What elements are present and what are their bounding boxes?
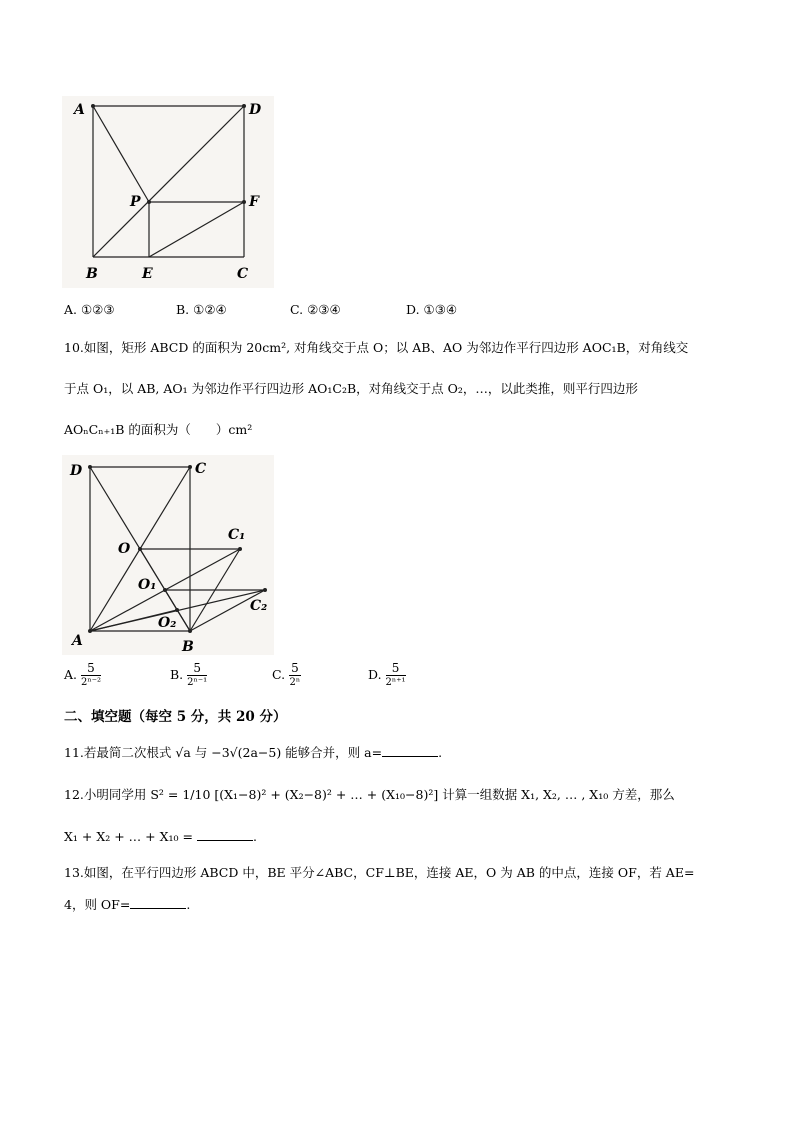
q12-line2: X₁ + X₂ + … + X₁₀ = . (64, 829, 257, 844)
q13-line1: 13.如图，在平行四边形 ABCD 中，BE 平分∠ABC，CF⊥BE，连接 AE，O 为 AB 的中点，连接 OF，若 AE= (64, 865, 695, 880)
q11-answer-blank[interactable] (382, 744, 438, 757)
q10-option-d[interactable]: D. $\frac{5}{\text{2ⁿ⁺¹}}$ (368, 661, 406, 688)
q9-option-d[interactable]: D. ①③④ (406, 302, 458, 317)
label-O2: O₂ (158, 615, 177, 631)
label-C: C (195, 461, 207, 477)
section-fill-in-heading: 二、填空题（每空 5 分，共 20 分） (64, 709, 287, 725)
q9-option-c[interactable]: C. ②③④ (290, 302, 341, 317)
label-F: F (249, 194, 259, 210)
label-D: D (249, 102, 262, 118)
label-C1: C₁ (228, 527, 246, 543)
label-A: A (74, 102, 85, 118)
q10-option-b[interactable]: B. $\frac{5}{\text{2ⁿ⁻¹}}$ (170, 661, 208, 688)
label-C2: C₂ (250, 598, 268, 614)
label-B: B (86, 266, 98, 282)
q10-line1: 10.如图，矩形 ABCD 的面积为 20cm², 对角线交于点 O；以 AB、AO 为邻边作平行四边形 AOC₁B，对角线交 (64, 340, 689, 355)
label-O: O (118, 541, 131, 557)
q13-line2: 4，则 OF= . (64, 897, 191, 912)
label-B: B (182, 639, 194, 655)
label-D: D (70, 463, 83, 479)
label-C: C (237, 266, 249, 282)
q12-line1: 12.小明同学用 S² = 1/10 [(X₁−8)² + (X₂−8)² + … + (X₁₀−8)²] 计算一组数据 X₁, X₂, … , X₁₀ 方差，那么 (64, 787, 675, 802)
label-P: P (130, 194, 141, 210)
label-O1: O₁ (138, 577, 157, 593)
q9-option-a[interactable]: A. ①②③ (64, 302, 115, 317)
label-A: A (72, 633, 83, 649)
q12-answer-blank[interactable] (197, 828, 253, 841)
q13-answer-blank[interactable] (130, 896, 186, 909)
q10-option-a[interactable]: A. $\frac{5}{\text{2ⁿ⁻²}}$ (64, 661, 101, 688)
figure-q10-rectangle (62, 455, 274, 655)
q10-option-c[interactable]: C. $\frac{5}{\text{2ⁿ}}$ (272, 661, 301, 688)
q11: 11.若最简二次根式 √a 与 −3√(2a−5) 能够合并，则 a= . (64, 745, 443, 760)
figure-q9-square (62, 96, 274, 288)
label-E: E (142, 266, 153, 282)
q10-line2: 于点 O₁，以 AB, AO₁ 为邻边作平行四边形 AO₁C₂B，对角线交于点 O₂，…，以此类推，则平行四边形 (64, 381, 638, 396)
q10-line3: AOₙCₙ₊₁B 的面积为（ ）cm² (64, 422, 253, 437)
q9-option-b[interactable]: B. ①②④ (176, 302, 227, 317)
